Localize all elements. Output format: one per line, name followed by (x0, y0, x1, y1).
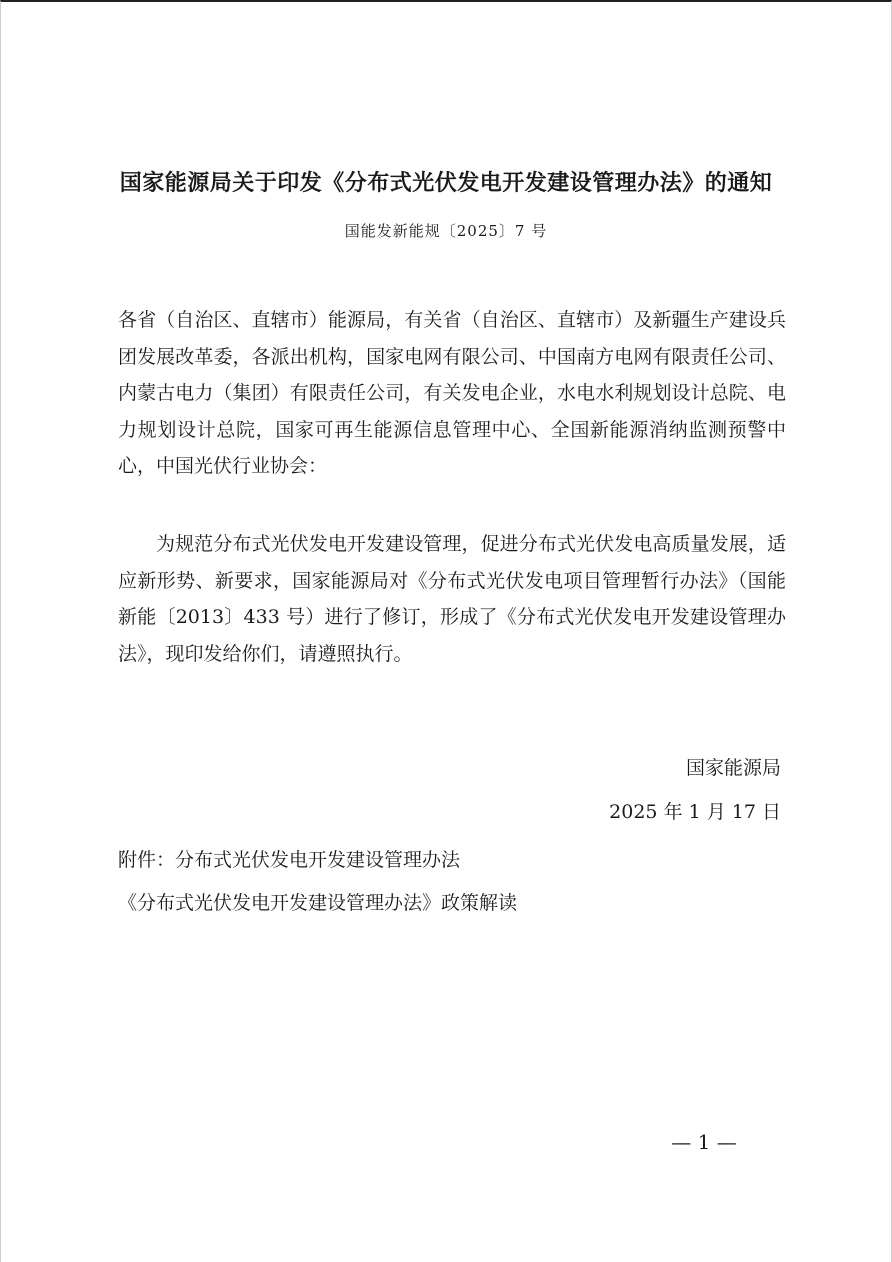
issue-date: 2025 年 1 月 17 日 (609, 801, 781, 823)
main-paragraph: 为规范分布式光伏发电开发建设管理，促进分布式光伏发电高质量发展，适应新形势、新要求，国家能源局对《分布式光伏发电项目管理暂行办法》（国能新能〔2013〕433 号）进行了修订，形成了《分布式光伏发电开发建设管理办法》，现印发给你们，请遵照执行。 (118, 533, 786, 665)
document-number: 国能发新能规〔2025〕7 号 (344, 222, 548, 240)
page-number: — 1 — (671, 1130, 737, 1154)
policy-interpretation-link[interactable]: 《分布式光伏发电开发建设管理办法》政策解读 (118, 892, 518, 914)
attachment-link[interactable]: 附件：分布式光伏发电开发建设管理办法 (118, 849, 461, 871)
recipients-paragraph: 各省（自治区、直辖市）能源局，有关省（自治区、直辖市）及新疆生产建设兵团发展改革委，各派出机构，国家电网有限公司、中国南方电网有限责任公司、内蒙古电力（集团）有限责任公司，有关发电企业，水电水利规划设计总院、电力规划设计总院，国家可再生能源信息管理中心、全国新能源消纳监测预警中心，中国光伏行业协会： (118, 309, 786, 477)
signer: 国家能源局 (685, 757, 781, 779)
document-title: 国家能源局关于印发《分布式光伏发电开发建设管理办法》的通知 (119, 171, 773, 196)
